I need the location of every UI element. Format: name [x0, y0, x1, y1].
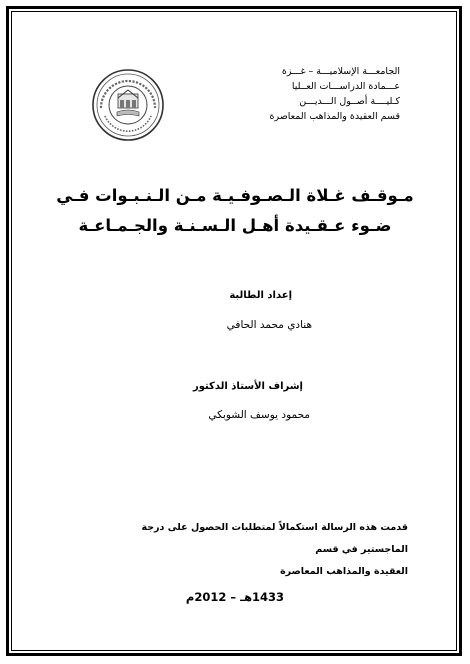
submission-statement-line-1: قدمت هذه الرسالة استكمالاً لمتطلبات الحصول على درجة الماجستير في قسم — [141, 522, 408, 555]
thesis-title-line-2: ضـوء عـقـيدة أهـل الـسـنـة والجـمـاعـة — [78, 216, 392, 235]
prepared-by-label: إعداد الطالبة — [229, 290, 292, 301]
supervisor-label: إشراف الأستاذ الدكتور — [192, 381, 303, 392]
submission-statement — [108, 517, 408, 583]
supervisor-name: محمود يوسف الشوبكي — [208, 409, 310, 421]
student-name: هنادي محمد الحافي — [226, 319, 312, 331]
submission-date: 1433هـ – 2012م — [185, 590, 285, 604]
university-header — [220, 64, 400, 124]
header-line-department: قسم العقيدة والمذاهب المعاصرة — [269, 111, 400, 122]
header-line-university: الجامعـــة الإسلاميـــة – غـــزة — [281, 66, 400, 77]
header-line-faculty: كـليــــة أصــول الـــديـــن — [299, 96, 400, 107]
thesis-title-line-1: مـوقـف غـلاة الـصـوفـيـة مـن الـنـبـوات فـي — [56, 186, 414, 205]
submission-statement-line-2: العقيدة والمذاهب المعاصرة — [280, 566, 408, 577]
university-seal-logo — [91, 68, 165, 142]
thesis-title — [40, 181, 430, 241]
header-line-deanship: عـــمادة الدراســـات العــليا — [291, 81, 400, 92]
